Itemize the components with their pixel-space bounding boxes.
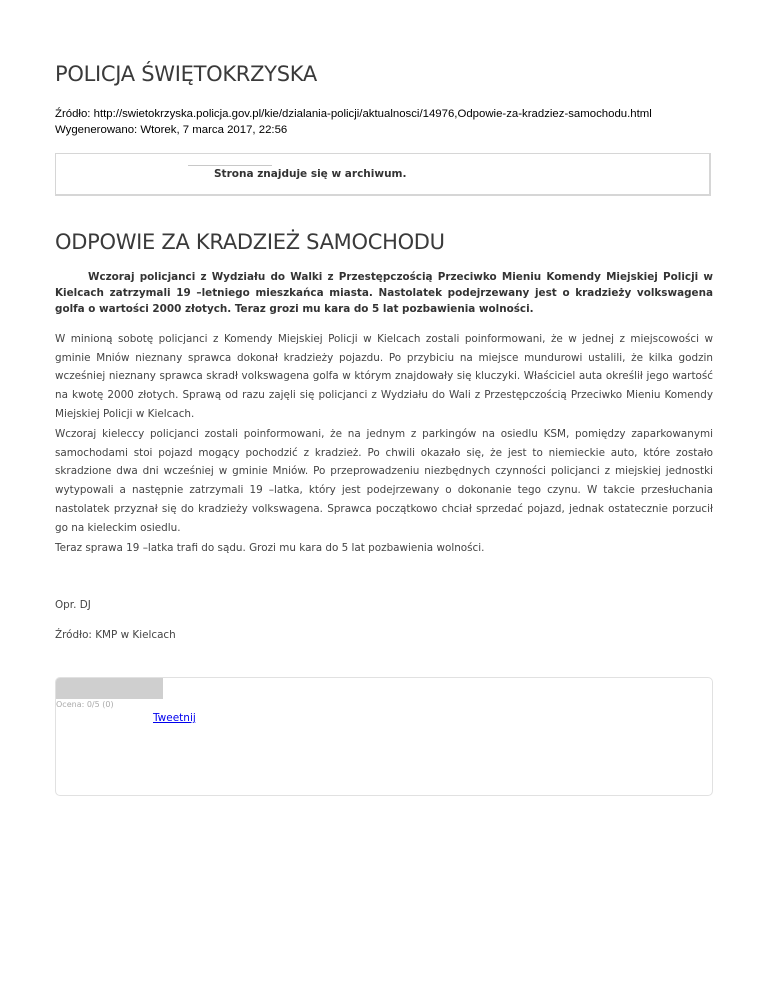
archive-divider xyxy=(188,165,272,166)
site-title: POLICJA ŚWIĘTOKRZYSKA xyxy=(55,62,317,86)
article-title: ODPOWIE ZA KRADZIEŻ SAMOCHODU xyxy=(55,230,445,254)
tweet-link[interactable]: Tweetnij xyxy=(153,712,196,724)
archive-notice-box xyxy=(55,153,711,196)
article-source: Źródło: KMP w Kielcach xyxy=(55,629,176,641)
archive-notice: Strona znajduje się w archiwum. xyxy=(214,168,407,180)
rating-share-box xyxy=(55,677,713,796)
article-paragraph: Wczoraj kieleccy policjanci zostali poinformowani, że na jednym z parkingów na osiedlu KSM, pomiędzy zaparkowanymi samochodami stoi pojazd mogący pochodzić z kradzież. Po chwili okazało się, że jest to niemieckie auto, które zostało skradzione dwa dni wcześniej w gminie Mniów. Po przeprowadzeniu niezbędnych czynności policjanci z miejskiej jednostki wytypowali a następnie zatrzymali 19 –latka, który jest podejrzewany o dokonanie tego czynu. W takcie przesłuchania nastolatek przyznał się do kradzieży volkswagena. Sprawca początkowo chciał sprzedać pojazd, jednak ostatecznie porzucił go na kieleckim osiedlu. xyxy=(55,428,713,534)
generated-date-line: Wygenerowano: Wtorek, 7 marca 2017, 22:56 xyxy=(55,124,288,136)
article-paragraph: Teraz sprawa 19 –latka trafi do sądu. Grozi mu kara do 5 lat pozbawienia wolności. xyxy=(55,542,485,554)
rating-text: Ocena: 0/5 (0) xyxy=(56,700,114,709)
article-lead: Wczoraj policjanci z Wydziału do Walki z Przestępczością Przeciwko Mieniu Komendy Miejskiej Policji w Kielcach zatrzymali 19 –letniego mieszkańca miasta. Nastolatek podejrzewany jest o kradzieży volkswagena golfa o wartości 2000 złotych. Teraz grozi mu kara do 5 lat pozbawienia wolności. xyxy=(55,271,713,315)
print-meta xyxy=(55,106,652,138)
rating-stars-bar[interactable] xyxy=(56,678,163,699)
article-paragraph: W minioną sobotę policjanci z Komendy Miejskiej Policji w Kielcach zostali poinformowani, że w jednej z miejscowości w gminie Mniów nieznany sprawca dokonał kradzieży pojazdu. Po przybiciu na miejsce mundurowi ustalili, że kilka godzin wcześniej nieznany sprawca skradł volkswagena golfa w którym znajdowały się kluczyki. Właściciel auta określił jego wartość na kwotę 2000 złotych. Sprawą od razu zajęli się policjanci z Wydziału do Wali z Przestępczością Przeciwko Mieniu Komendy Miejskiej Policji w Kielcach. xyxy=(55,333,713,420)
source-url-line: Źródło: http://swietokrzyska.policja.gov.pl/kie/dzialania-policji/aktualnosci/14976,Odpowie-za-kradziez-samochodu.html xyxy=(55,108,652,120)
article-author: Opr. DJ xyxy=(55,599,91,611)
